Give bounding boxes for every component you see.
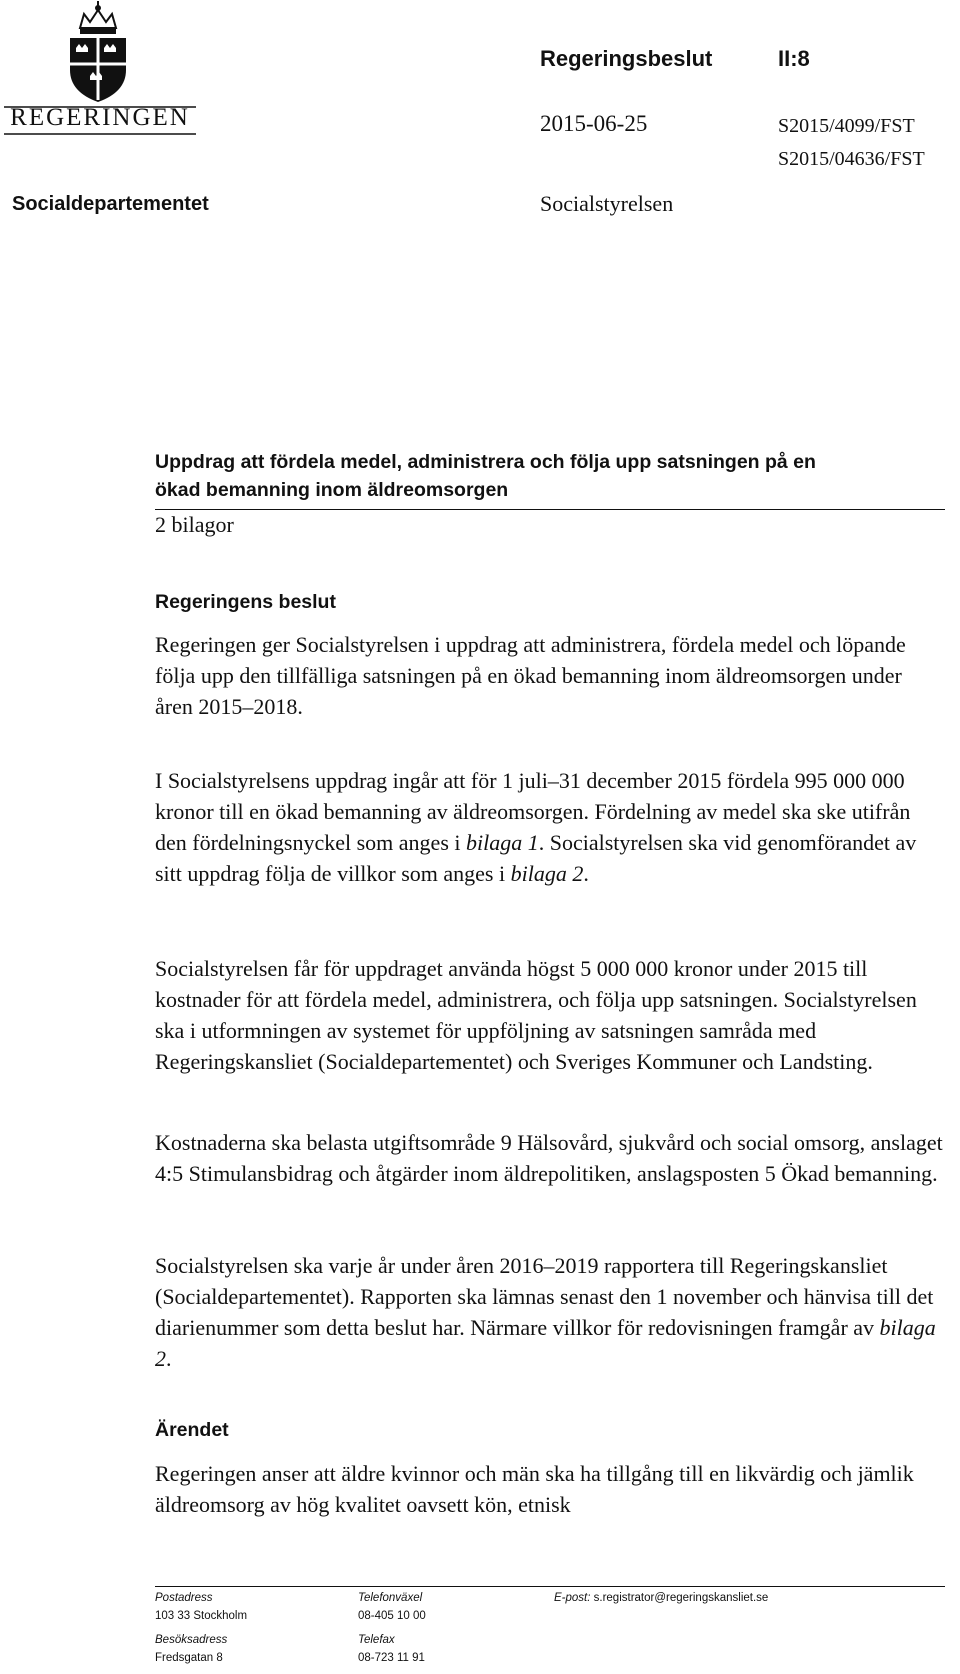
paragraph-funding: I Socialstyrelsens uppdrag ingår att för 1 juli–31 december 2015 fördela 995 000 000 kronor till en ökad bemanning av äldreomsorgen. Fördelning av medel ska ske utifrån den fördelningsnyckel som anges i bilaga 1. Socialstyrelsen ska vid genomförandet av sitt uppdrag följa de villkor som anges i bilaga 2. bbox=[155, 768, 917, 886]
footer-phone-value: 08-405 10 00 bbox=[358, 1610, 426, 1622]
reference-number-1: S2015/4099/FST bbox=[778, 115, 915, 137]
attachment-ref-2: bilaga 2 bbox=[510, 861, 584, 886]
footer-postal-value: 103 33 Stockholm bbox=[155, 1610, 248, 1622]
footer-fax-value: 08-723 11 91 bbox=[358, 1652, 425, 1664]
footer-fax-label: Telefax bbox=[358, 1634, 395, 1646]
recipient-name: Socialstyrelsen bbox=[540, 191, 674, 216]
footer-visit-label: Besöksadress bbox=[155, 1634, 228, 1646]
paragraph-costs-limit: Socialstyrelsen får för uppdraget använda högst 5 000 000 kronor under 2015 till kostnader för att fördela medel, administrera, och följa upp satsningen. Socialstyrelsen ska i utformningen av systemet för uppföljning av satsningen samråda med Regeringskansliet (Socialdepartementet) och Sveriges Kommuner och Landsting. bbox=[155, 956, 917, 1074]
document-title bbox=[155, 448, 945, 504]
attachment-ref-1: bilaga 1 bbox=[466, 830, 539, 855]
title-line-2: ökad bemanning inom äldreomsorgen bbox=[155, 479, 509, 501]
footer-email bbox=[554, 1591, 768, 1605]
attachments-count: 2 bilagor bbox=[155, 512, 234, 537]
footer-email-link[interactable]: s.registrator@regeringskansliet.se bbox=[593, 1592, 769, 1604]
shield-icon bbox=[70, 38, 126, 102]
crown-icon bbox=[80, 1, 116, 34]
document-type: Regeringsbeslut bbox=[540, 46, 713, 71]
attachment-ref-2b: bilaga 2 bbox=[155, 1315, 936, 1371]
logo-wordmark: REGERINGEN bbox=[10, 104, 190, 131]
paragraph-assignment: Regeringen ger Socialstyrelsen i uppdrag att administrera, fördela medel och löpande följa upp den tillfälliga satsningen på en ökad bemanning inom äldreomsorgen under åren 2015–2018. bbox=[155, 632, 906, 719]
section-heading-matter: Ärendet bbox=[155, 1419, 229, 1441]
paragraph-appropriation: Kostnaderna ska belasta utgiftsområde 9 Hälsovård, sjukvård och social omsorg, anslaget 4:5 Stimulansbidrag och åtgärder inom äldrepolitiken, anslagsposten 5 Ökad bemanning. bbox=[155, 1130, 943, 1186]
footer-visit-value: Fredsgatan 8 bbox=[155, 1652, 223, 1664]
decision-date: 2015-06-25 bbox=[540, 111, 648, 136]
government-crest-logo bbox=[0, 0, 200, 140]
title-divider bbox=[155, 509, 945, 510]
footer-phone-label: Telefonväxel bbox=[358, 1592, 423, 1604]
paragraph-matter: Regeringen anser att äldre kvinnor och män ska ha tillgång till en likvärdig och jämlik äldreomsorg av hög kvalitet oavsett kön, etnisk bbox=[155, 1461, 914, 1517]
department-name: Socialdepartementet bbox=[12, 193, 209, 215]
document-number: II:8 bbox=[778, 46, 810, 71]
section-heading-decision: Regeringens beslut bbox=[155, 591, 336, 613]
title-line-1: Uppdrag att fördela medel, administrera och följa upp satsningen på en bbox=[155, 451, 816, 473]
footer-divider bbox=[155, 1586, 945, 1587]
footer-postal-label: Postadress bbox=[155, 1592, 213, 1604]
paragraph-reporting: Socialstyrelsen ska varje år under åren 2016–2019 rapportera till Regeringskansliet (Socialdepartementet). Rapporten ska lämnas senast den 1 november och hänvisa till det diarienummer som detta beslut har. Närmare villkor för redovisningen framgår av bilaga 2. bbox=[155, 1253, 936, 1371]
footer-email-label: E-post: bbox=[554, 1592, 591, 1604]
reference-number-2: S2015/04636/FST bbox=[778, 148, 925, 170]
